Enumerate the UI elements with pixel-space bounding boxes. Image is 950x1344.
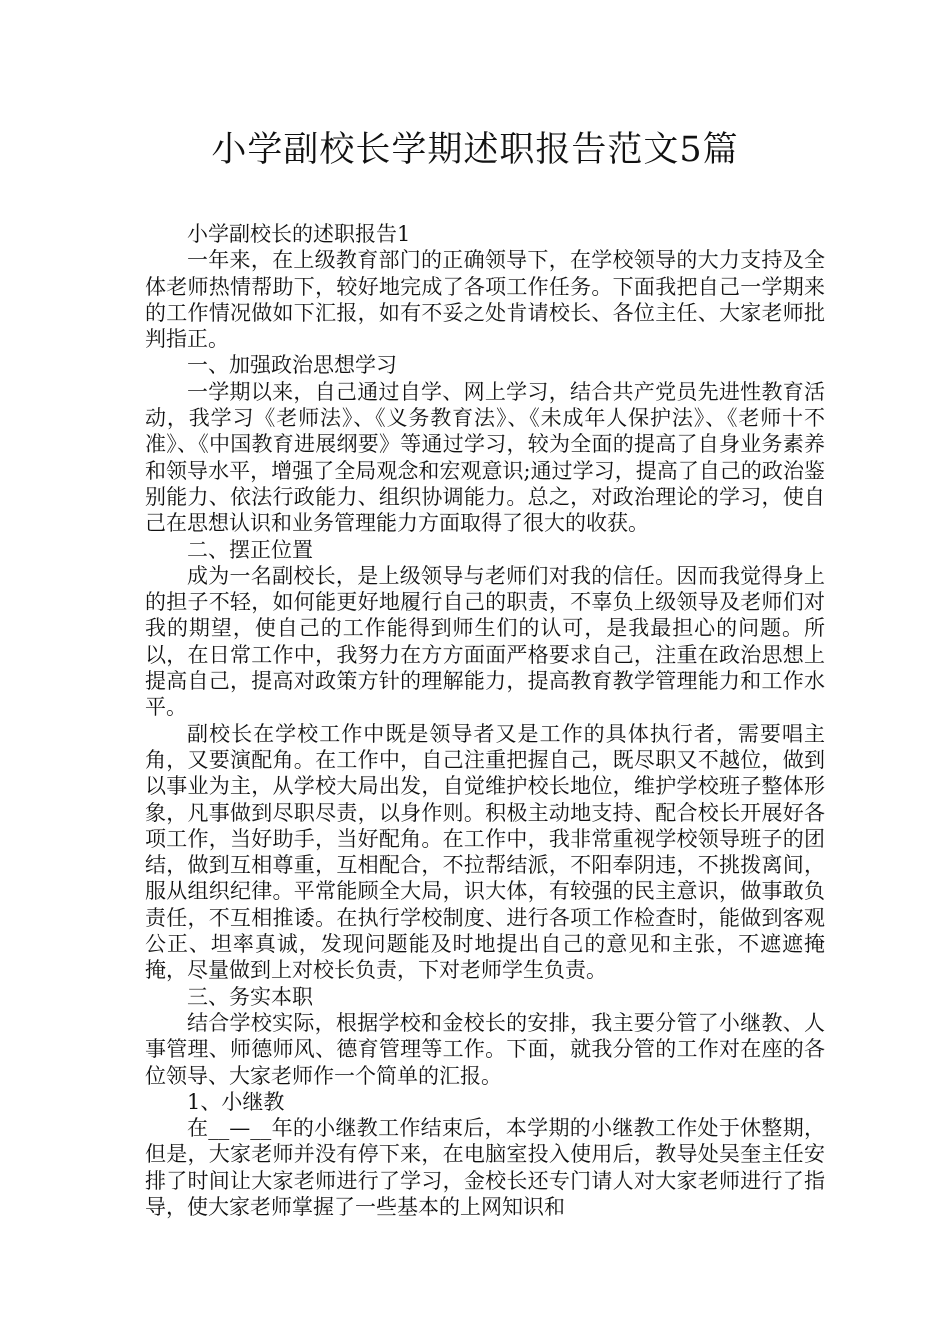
document-body [145, 221, 825, 1220]
section-heading-duties: 三、务实本职 [187, 984, 313, 1009]
paragraph-duties: 结合学校实际，根据学校和金校长的安排，我主要分管了小继教、人事管理、师德师风、德育管理等工作。下面，就我分管的工作对在座的各位领导、大家老师作一个简单的汇报。 [145, 1010, 825, 1088]
document-title: 小学副校长学期述职报告范文5篇 [211, 130, 739, 170]
section-heading-political-study: 一、加强政治思想学习 [187, 353, 397, 378]
section-heading-position: 二、摆正位置 [187, 537, 313, 562]
section-heading-report-1: 小学副校长的述职报告1 [187, 222, 411, 246]
paragraph-continuing-education: 在__—__年的小继教工作结束后，本学期的小继教工作处于休整期，但是，大家老师并没有停下来，在电脑室投入使用后，教导处吴奎主任安排了时间让大家老师进行了学习，金校长还专门请人对大家老师进行了指导，使大家老师掌握了一些基本的上网知识和 [145, 1116, 825, 1219]
subsection-heading-continuing-education: 1、小继教 [187, 1089, 285, 1114]
paragraph-political-study: 一学期以来，自己通过自学、网上学习，结合共产党员先进性教育活动，我学习《老师法》、《义务教育法》、《未成年人保护法》、《老师十不准》、《中国教育进展纲要》等通过学习，较为全面的提高了自身业务素养和领导水平，增强了全局观念和宏观意识;通过学习，提高了自己的政治鉴别能力、依法行政能力、组织协调能力。总之，对政治理论的学习，使自己在思想认识和业务管理能力方面取得了很大的收获。 [145, 379, 825, 536]
paragraph-position: 成为一名副校长，是上级领导与老师们对我的信任。因而我觉得身上的担子不轻，如何能更好地履行自己的职责，不辜负上级领导及老师们对我的期望，使自己的工作能得到师生们的认可，是我最担心的问题。所以，在日常工作中，我努力在方方面面严格要求自己，注重在政治思想上提高自己，提高对政策方针的理解能力，提高教育教学管理能力和工作水平。 [145, 563, 825, 720]
paragraph-vice-principal-role: 副校长在学校工作中既是领导者又是工作的具体执行者，需要唱主角，又要演配角。在工作中，自己注重把握自己，既尽职又不越位，做到以事业为主，从学校大局出发，自觉维护校长地位，维护学校班子整体形象，凡事做到尽职尽责，以身作则。积极主动地支持、配合校长开展好各项工作，当好助手，当好配角。在工作中，我非常重视学校领导班子的团结，做到互相尊重，互相配合，不拉帮结派，不阳奉阴违，不挑拨离间，服从组织纪律。平常能顾全大局，识大体，有较强的民主意识，做事敢负责任，不互相推诿。在执行学校制度、进行各项工作检查时，能做到客观公正、坦率真诚，发现问题能及时地提出自己的意见和主张，不遮遮掩掩，尽量做到上对校长负责，下对老师学生负责。 [145, 721, 825, 983]
paragraph-intro: 一年来，在上级教育部门的正确领导下，在学校领导的大力支持及全体老师热情帮助下，较好地完成了各项工作任务。下面我把自己一学期来的工作情况做如下汇报，如有不妥之处肯请校长、各位主任、大家老师批判指正。 [145, 248, 825, 352]
